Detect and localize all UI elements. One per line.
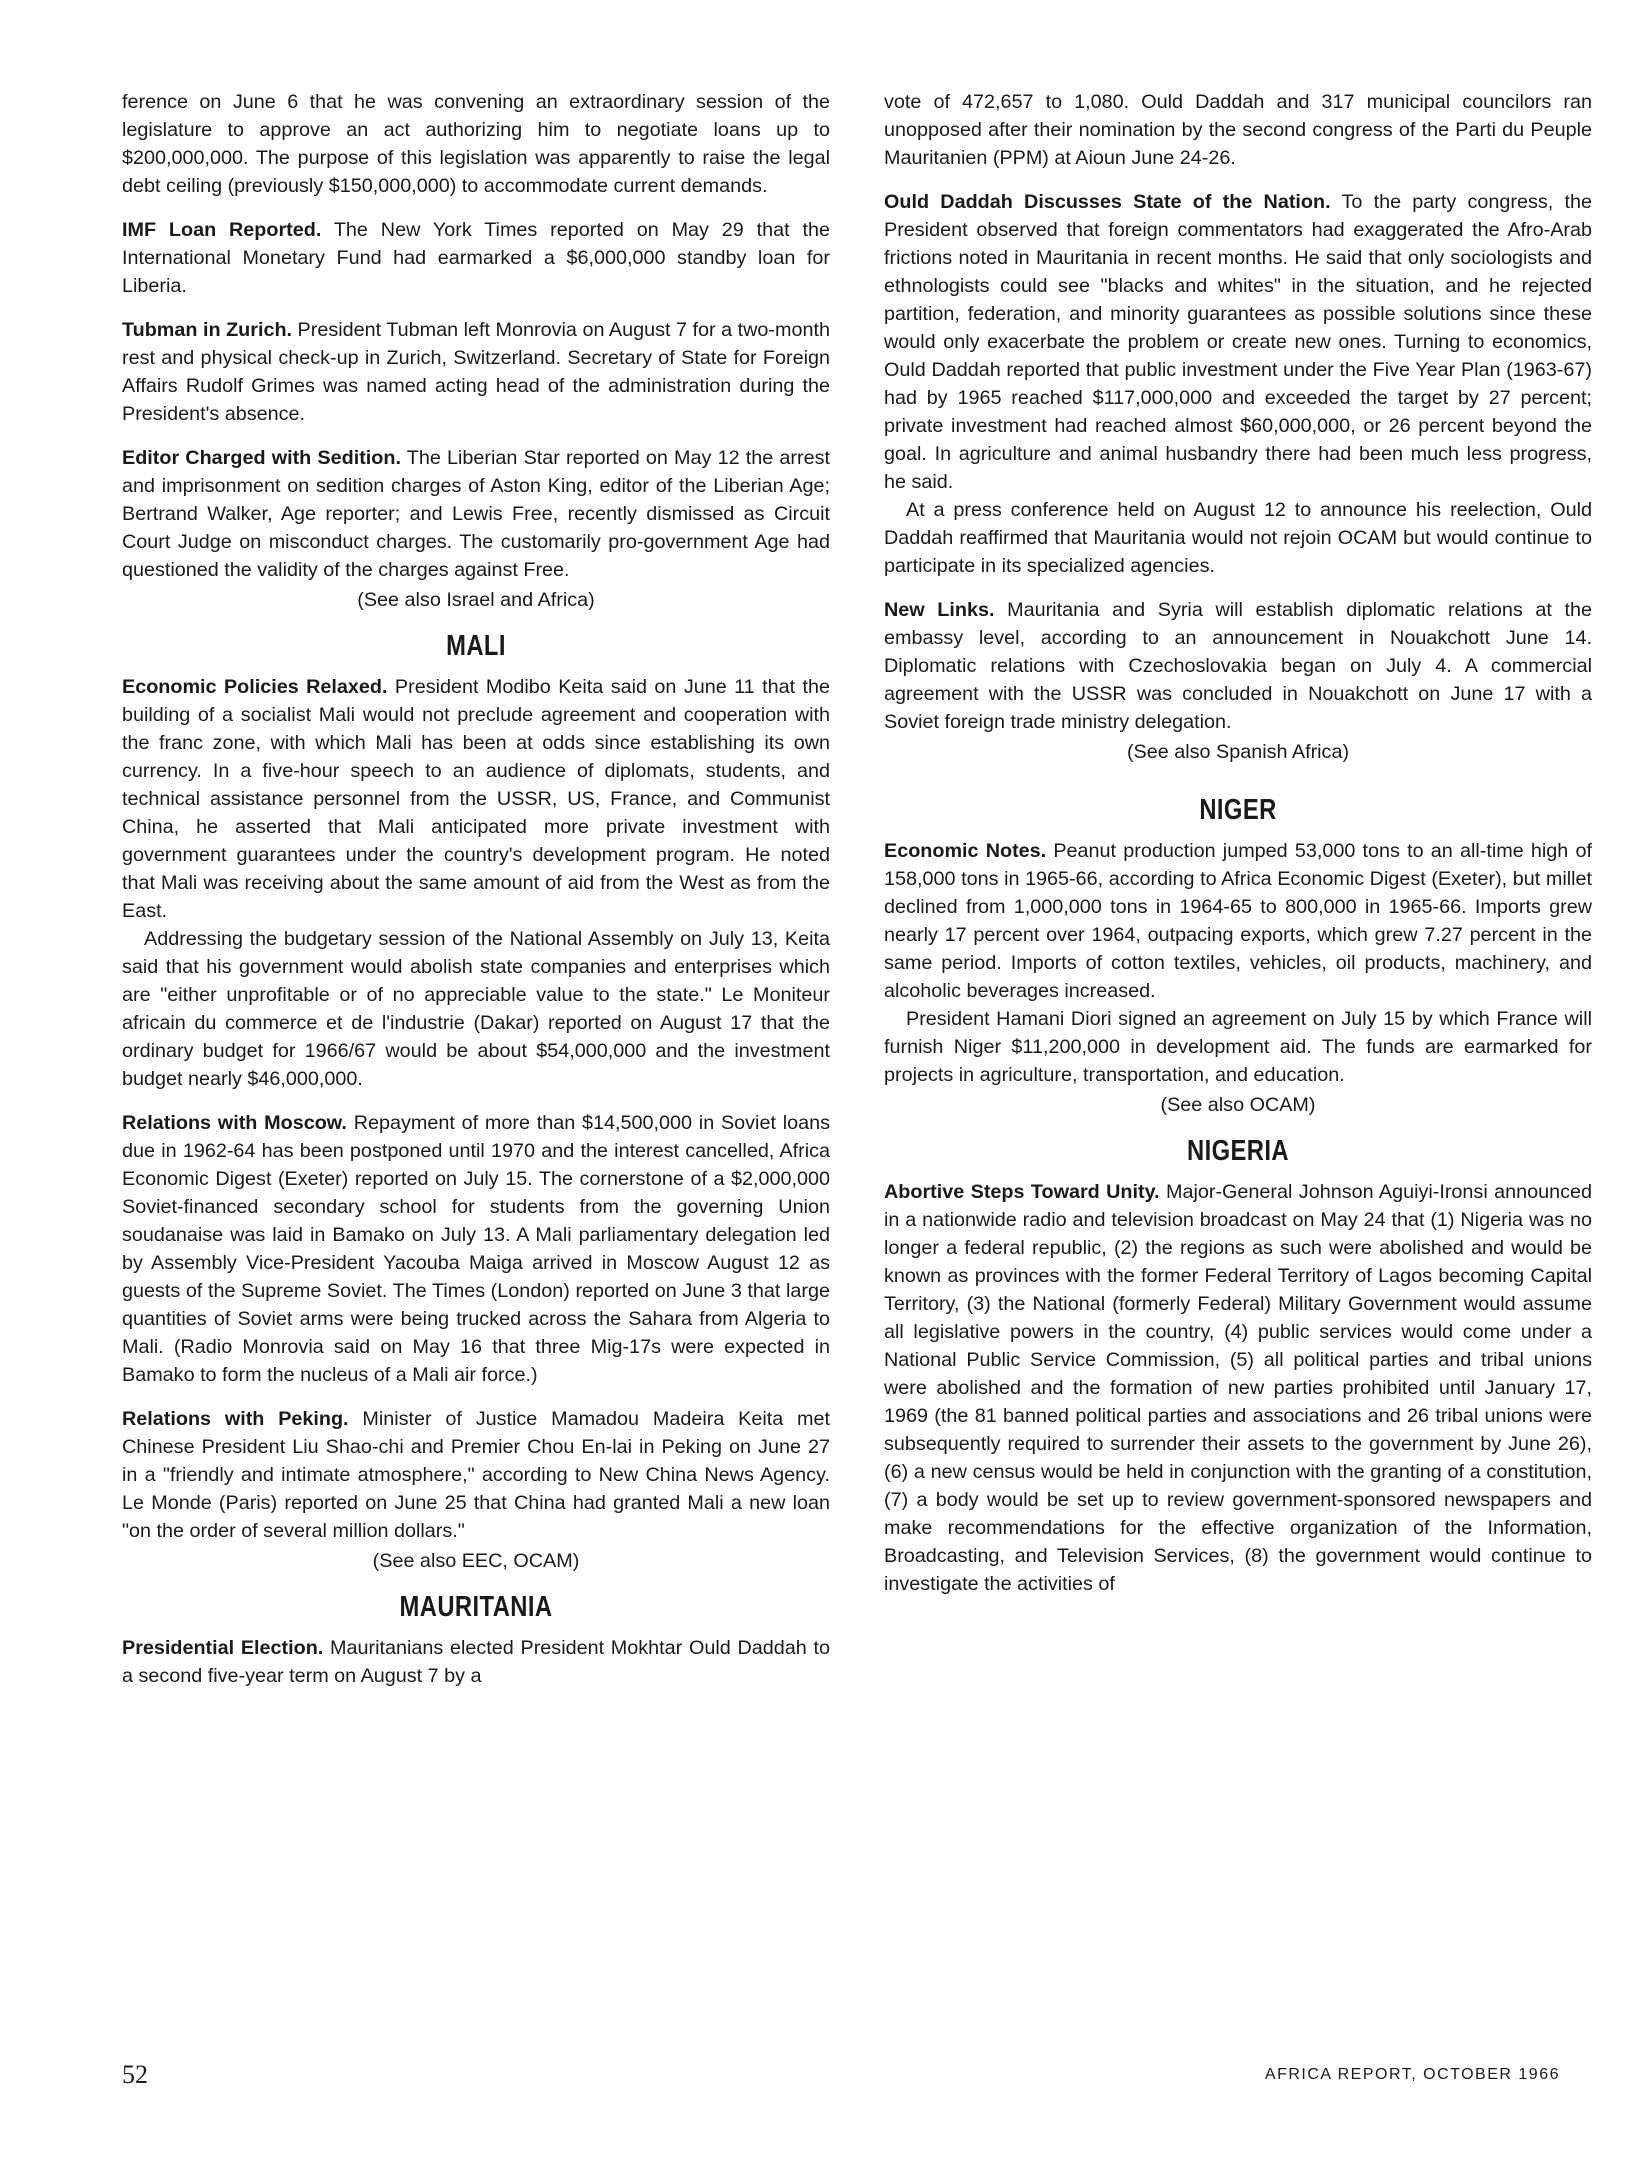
country-heading-niger: NIGER <box>1199 794 1277 826</box>
paragraph: Tubman in Zurich. President Tubman left Monrovia on August 7 for a two-month rest and physical check-up in Zurich, Switzerland. Secretary of State for Foreign Affairs Rudolf Grimes was named acting head of the administration during the President's absence. <box>122 319 830 425</box>
section-head: Tubman in Zurich. <box>122 319 293 341</box>
left-column <box>122 88 830 1706</box>
section-head: Presidential Election. <box>122 1637 324 1659</box>
paragraph: Addressing the budgetary session of the National Assembly on July 13, Keita said that his government would abolish state companies and enterprises which are "either unprofitable or of no appreciable value to the state." Le Moniteur africain du commerce et de l'industrie (Dakar) reported on August 17 that the ordinary budget for 1966/67 would be about $54,000,000 and the investment budget nearly $46,000,000. <box>122 928 830 1090</box>
paragraph: At a press conference held on August 12 to announce his reelection, Ould Daddah reaffirmed that Mauritania would not rejoin OCAM but would continue to participate in its specialized agencies. <box>884 499 1592 577</box>
see-also: (See also EEC, OCAM) <box>372 1550 580 1572</box>
see-also: (See also Spanish Africa) <box>1126 741 1350 763</box>
section-head: Abortive Steps Toward Unity. <box>884 1181 1160 1203</box>
paragraph: Abortive Steps Toward Unity. Major-General Johnson Aguiyi-Ironsi announced in a nationwide radio and television broadcast on May 24 that (1) Nigeria was no longer a federal republic, (2) the regions as such were abolished and would be known as provinces with the former Federal Territory of Lagos becoming Capital Territory, (3) the National (formerly Federal) Military Government would assume all legislative powers in the country, (4) public services would come under a National Public Service Commission, (5) all political parties and tribal unions were abolished and the formation of new parties prohibited until January 17, 1969 (the 81 banned political parties and associations and 26 tribal unions were subsequently required to surrender their assets to the government by June 26), (6) a new census would be held in conjunction with the granting of a constitution, (7) a body would be set up to review government-sponsored newspapers and make recommendations for the effective organization of the Information, Broadcasting, and Television Services, (8) the government would continue to investigate the activities of <box>884 1181 1593 1595</box>
section-head: Ould Daddah Discusses State of the Nation. <box>884 191 1331 213</box>
paragraph: Presidential Election. Mauritanians elected President Mokhtar Ould Daddah to a second five-year term on August 7 by a <box>122 1637 831 1687</box>
paragraph: Relations with Peking. Minister of Justice Mamadou Madeira Keita met Chinese President Liu Shao-chi and Premier Chou En-lai in Peking on June 27 in a "friendly and intimate atmosphere," according to New China News Agency. Le Monde (Paris) reported on June 25 that China had granted Mali a new loan "on the order of several million dollars." <box>122 1408 830 1542</box>
section-head: Economic Notes. <box>884 840 1047 862</box>
paragraph: IMF Loan Reported. The New York Times reported on May 29 that the International Monetary Fund had earmarked a $6,000,000 standby loan for Liberia. <box>122 219 830 297</box>
section-head: Relations with Peking. <box>122 1408 349 1430</box>
section-head: Relations with Moscow. <box>122 1112 347 1134</box>
see-also: (See also Israel and Africa) <box>357 589 595 611</box>
section-head: Editor Charged with Sedition. <box>122 447 401 469</box>
paragraph: Ould Daddah Discusses State of the Nation. To the party congress, the President observed that foreign commentators had exaggerated the Afro-Arab frictions noted in Mauritania in recent months. He said that only sociologists and ethnologists could see "blacks and whites" in the situation, and he rejected partition, federation, and minority guarantees as possible solutions since these would only exacerbate the problem or create new ones. Turning to economics, Ould Daddah reported that public investment under the Five Year Plan (1963-67) had by 1965 reached $117,000,000 and exceeded the target by 27 percent; private investment had reached almost $60,000,000, or 26 percent beyond the goal. In agriculture and animal husbandry there had been much less progress, he said. <box>884 191 1592 493</box>
paragraph: vote of 472,657 to 1,080. Ould Daddah and 317 municipal councilors ran unopposed after their nomination by the second congress of the Parti du Peuple Mauritanien (PPM) at Aioun June 24-26. <box>884 91 1592 169</box>
paragraph: President Hamani Diori signed an agreement on July 15 by which France will furnish Niger $11,200,000 in development aid. The funds are earmarked for projects in agriculture, transportation, and education. <box>884 1008 1592 1086</box>
right-column <box>884 88 1592 1614</box>
paragraph: Economic Notes. Peanut production jumped 53,000 tons to an all-time high of 158,000 tons in 1965-66, according to Africa Economic Digest (Exeter), but millet declined from 1,000,000 tons in 1964-65 to 800,000 in 1965-66. Imports grew nearly 17 percent over 1964, outpacing exports, which grew 7.27 percent in the same period. Imports of cotton textiles, vehicles, oil products, machinery, and alcoholic beverages increased. <box>884 840 1592 1002</box>
running-footer: AFRICA REPORT, OCTOBER 1966 <box>1264 2066 1560 2083</box>
section-head: New Links. <box>884 599 995 621</box>
paragraph: Editor Charged with Sedition. The Liberian Star reported on May 12 the arrest and imprisonment on sedition charges of Aston King, editor of the Liberian Age; Bertrand Walker, Age reporter; and Lewis Free, recently dismissed as Circuit Court Judge on misconduct charges. The customarily pro-government Age had questioned the validity of the charges against Free. <box>122 447 830 581</box>
paragraph: Economic Policies Relaxed. President Modibo Keita said on June 11 that the building of a socialist Mali would not preclude agreement and cooperation with the franc zone, with which Mali has been at odds since establishing its own currency. In a five-hour speech to an audience of diplomats, students, and technical assistance personnel from the USSR, US, France, and Communist China, he asserted that Mali anticipated more private investment with government guarantees under the country's development program. He noted that Mali was receiving about the same amount of aid from the West as from the East. <box>122 676 830 922</box>
see-also: (See also OCAM) <box>1160 1094 1316 1116</box>
section-head: Economic Policies Relaxed. <box>122 676 388 698</box>
page-number: 52 <box>122 2060 148 2089</box>
section-head: IMF Loan Reported. <box>122 219 322 241</box>
paragraph: Relations with Moscow. Repayment of more than $14,500,000 in Soviet loans due in 1962-64 has been postponed until 1970 and the interest cancelled, Africa Economic Digest (Exeter) reported on July 15. The cornerstone of a $2,000,000 Soviet-financed secondary school for students from the governing Union soudanaise was laid in Bamako on July 13. A Mali parliamentary delegation led by Assembly Vice-President Yacouba Maiga arrived in Moscow August 12 as guests of the Supreme Soviet. The Times (London) reported on June 3 that large quantities of Soviet arms were being trucked across the Sahara from Algeria to Mali. (Radio Monrovia said on May 16 that three Mig-17s were expected in Bamako to form the nucleus of a Mali air force.) <box>122 1112 831 1386</box>
country-heading-mauritania: MAURITANIA <box>399 1591 553 1623</box>
country-heading-nigeria: NIGERIA <box>1187 1135 1289 1167</box>
country-heading-mali: MALI <box>446 630 506 662</box>
paragraph: ference on June 6 that he was convening an extraordinary session of the legislature to approve an act authorizing him to negotiate loans up to $200,000,000. The purpose of this legislation was apparently to raise the legal debt ceiling (previously $150,000,000) to accommodate current demands. <box>122 91 830 197</box>
paragraph: New Links. Mauritania and Syria will establish diplomatic relations at the embassy level, according to an announcement in Nouakchott June 14. Diplomatic relations with Czechoslovakia began on July 4. A commercial agreement with the USSR was concluded in Nouakchott on June 17 with a Soviet foreign trade ministry delegation. <box>884 599 1592 733</box>
